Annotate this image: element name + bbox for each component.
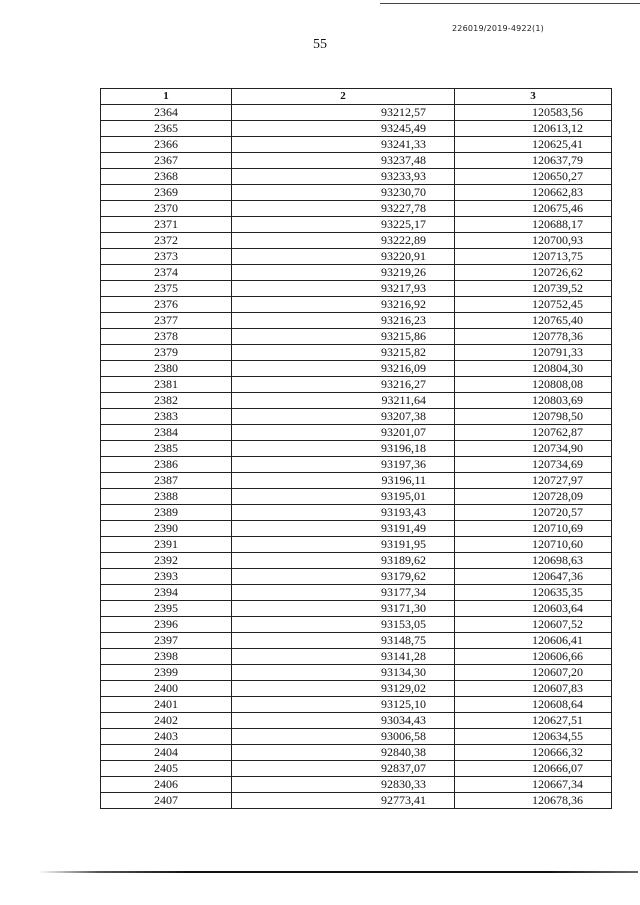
table-row — [101, 761, 612, 777]
coordinate-y-cell: 120650,27 — [455, 169, 612, 185]
table-row — [101, 105, 612, 121]
coordinate-y-cell: 120752,45 — [455, 297, 612, 313]
coordinate-y-cell: 120647,36 — [455, 569, 612, 585]
document-id: 226019/2019-4922(1) — [452, 24, 544, 33]
point-number-cell: 2373 — [101, 249, 232, 265]
table-row — [101, 185, 612, 201]
point-number-cell: 2371 — [101, 217, 232, 233]
coordinate-y-cell: 120726,62 — [455, 265, 612, 281]
point-number-cell: 2398 — [101, 649, 232, 665]
coordinate-y-cell: 120608,64 — [455, 697, 612, 713]
table-row — [101, 729, 612, 745]
table-header-row — [101, 89, 612, 105]
coordinate-x-cell: 92840,38 — [232, 745, 455, 761]
coordinate-x-cell: 93196,11 — [232, 473, 455, 489]
point-number-cell: 2387 — [101, 473, 232, 489]
point-number-cell: 2400 — [101, 681, 232, 697]
table-row — [101, 233, 612, 249]
coordinate-x-cell: 93171,30 — [232, 601, 455, 617]
point-number-cell: 2384 — [101, 425, 232, 441]
point-number-cell: 2397 — [101, 633, 232, 649]
table-row — [101, 537, 612, 553]
coordinate-x-cell: 93196,18 — [232, 441, 455, 457]
table-row — [101, 313, 612, 329]
coordinates-table — [100, 88, 612, 809]
coordinate-y-cell: 120803,69 — [455, 393, 612, 409]
table-row — [101, 217, 612, 233]
coordinate-y-cell: 120727,97 — [455, 473, 612, 489]
point-number-cell: 2389 — [101, 505, 232, 521]
point-number-cell: 2405 — [101, 761, 232, 777]
coordinate-y-cell: 120607,52 — [455, 617, 612, 633]
table-row — [101, 521, 612, 537]
coordinate-y-cell: 120778,36 — [455, 329, 612, 345]
coordinate-y-cell: 120720,57 — [455, 505, 612, 521]
column-header-1: 1 — [101, 89, 232, 105]
point-number-cell: 2380 — [101, 361, 232, 377]
coordinate-x-cell: 93134,30 — [232, 665, 455, 681]
table-row — [101, 569, 612, 585]
coordinate-y-cell: 120765,40 — [455, 313, 612, 329]
table-row — [101, 585, 612, 601]
table-row — [101, 601, 612, 617]
coordinate-y-cell: 120698,63 — [455, 553, 612, 569]
coordinate-x-cell: 93191,49 — [232, 521, 455, 537]
table-row — [101, 121, 612, 137]
table-row — [101, 617, 612, 633]
point-number-cell: 2376 — [101, 297, 232, 313]
coordinate-y-cell: 120791,33 — [455, 345, 612, 361]
point-number-cell: 2377 — [101, 313, 232, 329]
table-row — [101, 473, 612, 489]
point-number-cell: 2364 — [101, 105, 232, 121]
point-number-cell: 2369 — [101, 185, 232, 201]
coordinate-y-cell: 120734,69 — [455, 457, 612, 473]
coordinate-x-cell: 93217,93 — [232, 281, 455, 297]
coordinate-x-cell: 93216,92 — [232, 297, 455, 313]
coordinate-x-cell: 93215,82 — [232, 345, 455, 361]
bottom-rule — [38, 871, 638, 873]
table-row — [101, 457, 612, 473]
coordinate-x-cell: 93125,10 — [232, 697, 455, 713]
table-row — [101, 633, 612, 649]
table-row — [101, 489, 612, 505]
coordinate-x-cell: 93193,43 — [232, 505, 455, 521]
point-number-cell: 2375 — [101, 281, 232, 297]
coordinate-x-cell: 93225,17 — [232, 217, 455, 233]
table-row — [101, 409, 612, 425]
coordinate-y-cell: 120762,87 — [455, 425, 612, 441]
point-number-cell: 2374 — [101, 265, 232, 281]
point-number-cell: 2396 — [101, 617, 232, 633]
point-number-cell: 2368 — [101, 169, 232, 185]
coordinate-x-cell: 93241,33 — [232, 137, 455, 153]
coordinate-x-cell: 92837,07 — [232, 761, 455, 777]
point-number-cell: 2403 — [101, 729, 232, 745]
coordinate-y-cell: 120728,09 — [455, 489, 612, 505]
coordinate-y-cell: 120625,41 — [455, 137, 612, 153]
point-number-cell: 2365 — [101, 121, 232, 137]
coordinate-y-cell: 120607,83 — [455, 681, 612, 697]
coordinate-x-cell: 93129,02 — [232, 681, 455, 697]
point-number-cell: 2385 — [101, 441, 232, 457]
coordinate-x-cell: 93211,64 — [232, 393, 455, 409]
point-number-cell: 2366 — [101, 137, 232, 153]
table-row — [101, 745, 612, 761]
coordinate-x-cell: 93179,62 — [232, 569, 455, 585]
point-number-cell: 2383 — [101, 409, 232, 425]
table-row — [101, 393, 612, 409]
table-row — [101, 681, 612, 697]
coordinate-x-cell: 93216,27 — [232, 377, 455, 393]
coordinate-y-cell: 120666,32 — [455, 745, 612, 761]
column-header-3: 3 — [455, 89, 612, 105]
coordinate-x-cell: 93215,86 — [232, 329, 455, 345]
coordinate-y-cell: 120808,08 — [455, 377, 612, 393]
coordinate-y-cell: 120637,79 — [455, 153, 612, 169]
coordinate-y-cell: 120798,50 — [455, 409, 612, 425]
table-row — [101, 665, 612, 681]
point-number-cell: 2386 — [101, 457, 232, 473]
point-number-cell: 2370 — [101, 201, 232, 217]
point-number-cell: 2404 — [101, 745, 232, 761]
coordinate-x-cell: 92773,41 — [232, 793, 455, 809]
coordinate-y-cell: 120634,55 — [455, 729, 612, 745]
table-row — [101, 649, 612, 665]
coordinate-x-cell: 93233,93 — [232, 169, 455, 185]
coordinate-x-cell: 93220,91 — [232, 249, 455, 265]
table-row — [101, 777, 612, 793]
coordinate-x-cell: 93222,89 — [232, 233, 455, 249]
coordinate-y-cell: 120666,07 — [455, 761, 612, 777]
point-number-cell: 2395 — [101, 601, 232, 617]
point-number-cell: 2381 — [101, 377, 232, 393]
point-number-cell: 2388 — [101, 489, 232, 505]
table-row — [101, 265, 612, 281]
point-number-cell: 2406 — [101, 777, 232, 793]
coordinate-x-cell: 92830,33 — [232, 777, 455, 793]
coordinate-y-cell: 120710,69 — [455, 521, 612, 537]
coordinate-y-cell: 120667,34 — [455, 777, 612, 793]
coordinate-y-cell: 120739,52 — [455, 281, 612, 297]
table-row — [101, 169, 612, 185]
coordinate-y-cell: 120713,75 — [455, 249, 612, 265]
coordinate-x-cell: 93177,34 — [232, 585, 455, 601]
coordinate-y-cell: 120662,83 — [455, 185, 612, 201]
coordinate-x-cell: 93153,05 — [232, 617, 455, 633]
coordinate-y-cell: 120675,46 — [455, 201, 612, 217]
point-number-cell: 2392 — [101, 553, 232, 569]
coordinate-x-cell: 93216,23 — [232, 313, 455, 329]
table-row — [101, 361, 612, 377]
table-row — [101, 505, 612, 521]
coordinate-x-cell: 93230,70 — [232, 185, 455, 201]
coordinate-x-cell: 93212,57 — [232, 105, 455, 121]
point-number-cell: 2379 — [101, 345, 232, 361]
table-row — [101, 441, 612, 457]
coordinate-y-cell: 120678,36 — [455, 793, 612, 809]
coordinate-x-cell: 93201,07 — [232, 425, 455, 441]
coordinate-x-cell: 93195,01 — [232, 489, 455, 505]
table-row — [101, 137, 612, 153]
coordinate-y-cell: 120606,41 — [455, 633, 612, 649]
coordinate-x-cell: 93006,58 — [232, 729, 455, 745]
coordinate-x-cell: 93237,48 — [232, 153, 455, 169]
coordinate-x-cell: 93148,75 — [232, 633, 455, 649]
coordinate-x-cell: 93189,62 — [232, 553, 455, 569]
table-row — [101, 697, 612, 713]
coordinate-y-cell: 120734,90 — [455, 441, 612, 457]
table-row — [101, 553, 612, 569]
coordinate-y-cell: 120635,35 — [455, 585, 612, 601]
coordinate-y-cell: 120700,93 — [455, 233, 612, 249]
table-row — [101, 793, 612, 809]
coordinate-y-cell: 120710,60 — [455, 537, 612, 553]
table-row — [101, 713, 612, 729]
point-number-cell: 2391 — [101, 537, 232, 553]
coordinate-x-cell: 93141,28 — [232, 649, 455, 665]
coordinate-x-cell: 93191,95 — [232, 537, 455, 553]
coordinate-x-cell: 93245,49 — [232, 121, 455, 137]
coordinate-y-cell: 120606,66 — [455, 649, 612, 665]
table-row — [101, 281, 612, 297]
table-row — [101, 153, 612, 169]
coordinate-x-cell: 93219,26 — [232, 265, 455, 281]
point-number-cell: 2394 — [101, 585, 232, 601]
point-number-cell: 2382 — [101, 393, 232, 409]
coordinate-y-cell: 120688,17 — [455, 217, 612, 233]
coordinate-x-cell: 93034,43 — [232, 713, 455, 729]
table-row — [101, 201, 612, 217]
table-row — [101, 345, 612, 361]
coordinate-y-cell: 120613,12 — [455, 121, 612, 137]
table-body — [101, 105, 612, 809]
coordinate-x-cell: 93197,36 — [232, 457, 455, 473]
point-number-cell: 2393 — [101, 569, 232, 585]
coordinate-y-cell: 120583,56 — [455, 105, 612, 121]
page-number: 55 — [313, 37, 327, 52]
top-rule — [380, 3, 640, 4]
coordinate-y-cell: 120607,20 — [455, 665, 612, 681]
table-row — [101, 425, 612, 441]
point-number-cell: 2402 — [101, 713, 232, 729]
column-header-2: 2 — [232, 89, 455, 105]
point-number-cell: 2401 — [101, 697, 232, 713]
table-row — [101, 377, 612, 393]
coordinate-y-cell: 120804,30 — [455, 361, 612, 377]
point-number-cell: 2367 — [101, 153, 232, 169]
point-number-cell: 2390 — [101, 521, 232, 537]
table-row — [101, 249, 612, 265]
point-number-cell: 2407 — [101, 793, 232, 809]
coordinate-x-cell: 93216,09 — [232, 361, 455, 377]
point-number-cell: 2399 — [101, 665, 232, 681]
point-number-cell: 2372 — [101, 233, 232, 249]
table-row — [101, 329, 612, 345]
point-number-cell: 2378 — [101, 329, 232, 345]
coordinate-y-cell: 120603,64 — [455, 601, 612, 617]
coordinate-y-cell: 120627,51 — [455, 713, 612, 729]
coordinate-x-cell: 93207,38 — [232, 409, 455, 425]
table-row — [101, 297, 612, 313]
coordinate-x-cell: 93227,78 — [232, 201, 455, 217]
